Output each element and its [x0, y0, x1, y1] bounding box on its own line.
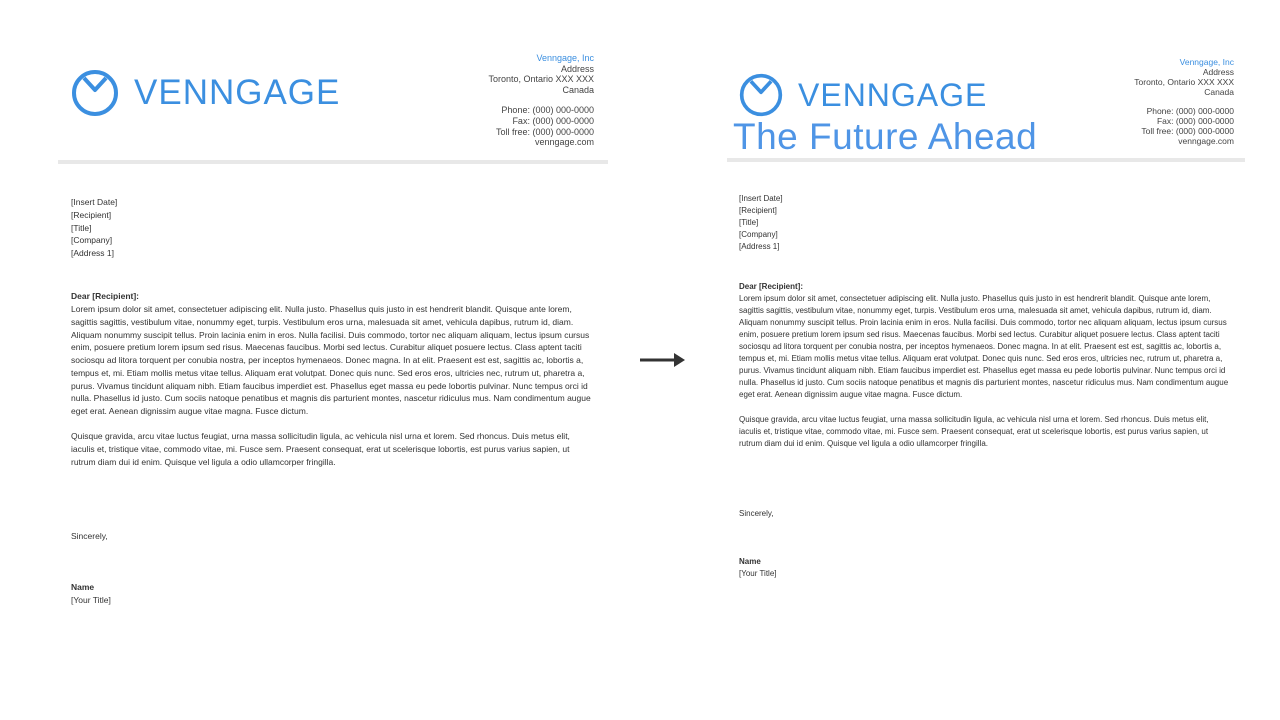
company-address: Address — [560, 63, 594, 74]
signature-block — [739, 556, 777, 580]
company-fax: Fax: (000) 000-0000 — [1156, 116, 1234, 127]
recipient-company: [Company] — [739, 230, 778, 239]
body-paragraph-1: Lorem ipsum dolor sit amet, consectetuer adipiscing elit. Nulla justo. Phasellus quis justo in est hendrerit blandit. Quisque ante lorem, sagittis sagittis, vestibulum vitae, nonummy eget, turpis. Vestibulum eros urna, malesuada sit amet, vehicula dapibus, rutrum id, diam. Aliquam nonummy suscipit tellus. Proin lacinia enim in eros. Nulla facilisi. Duis commodo, tortor nec aliquam aliquam, lectus ipsum cursus enim, posuere pretium lorem ipsum sed risus. Maecenas faucibus. Morbi sed lectus. Curabitur aliquet posuere lectus. Class aptent taciti sociosqu ad litora torquent per conubia nostra, per inceptos hymenaeos. Donec magna. In at elit. Praesent est est, sagittis ac, lobortis a, tempus et, mi. Etiam mollis metus vitae tellus. Aliquam erat volutpat. Donec quis nunc. Sed eros eros, ultricies nec, rutrum ut, pharetra a, purus. Vivamus tincidunt aliquam nibh. Etiam faucibus imperdiet est. Phasellus eget massa eu pede lobortis pulvinar. Nunc tempus orci id nulla. Phasellus id justo. Cum sociis natoque penatibus et magnis dis parturient montes, nascetur ridiculus mus. Nam condimentum augue eget erat. Aenean dignissim augue vitae magna. Fusce dictum. — [71, 304, 591, 416]
company-tollfree: Toll free: (000) 000-0000 — [1141, 126, 1234, 137]
closing: Sincerely, — [739, 509, 774, 518]
company-fax: Fax: (000) 000-0000 — [512, 116, 594, 127]
body-paragraph-1: Lorem ipsum dolor sit amet, consectetuer adipiscing elit. Nulla justo. Phasellus quis justo in est hendrerit blandit. Quisque ante lorem, sagittis sagittis, vestibulum vitae, nonummy eget, turpis. Vestibulum eros urna, malesuada sit amet, vehicula dapibus, rutrum id, diam. Aliquam nonummy suscipit tellus. Proin lacinia enim in eros. Nulla facilisi. Duis commodo, tortor nec aliquam aliquam, lectus ipsum cursus enim, posuere pretium lorem ipsum sed risus. Maecenas faucibus. Morbi sed lectus. Curabitur aliquet posuere lectus. Class aptent taciti sociosqu ad litora torquent per conubia nostra, per inceptos hymenaeos. Donec magna. In at elit. Praesent est est, sagittis ac, lobortis a, tempus et, mi. Etiam mollis metus vitae tellus. Aliquam erat volutpat. Donec quis nunc. Sed eros eros, ultricies nec, rutrum ut, pharetra a, purus. Vivamus tincidunt aliquam nibh. Etiam faucibus imperdiet est. Phasellus eget massa eu pede lobortis pulvinar. Nunc tempus orci id nulla. Phasellus id justo. Cum sociis natoque penatibus et magnis dis parturient montes, nascetur ridiculus mus. Nam condimentum augue eget erat. Aenean dignissim augue vitae magna. Fusce dictum. — [739, 294, 1229, 399]
recipient-company: [Company] — [71, 235, 113, 246]
recipient-block — [71, 196, 117, 260]
closing: Sincerely, — [71, 531, 108, 541]
body-paragraph-2: Quisque gravida, arcu vitae luctus feugiat, urna massa sollicitudin ligula, ac vehicula nisl urna et lorem. Sed rhoncus. Duis metus elit, iaculis et, tristique vitae, commodo vitae, mi. Fusce sem. Praesent consequat, erat ut scelerisque lobortis, est purus varius sapien, ut rutrum diam dui id enim. Quisque vel ligula a odio ullamcorper fringilla. — [739, 415, 1209, 448]
recipient-title: [Title] — [739, 218, 759, 227]
overlay-title: The Future Ahead — [733, 116, 1038, 157]
recipient: [Recipient] — [739, 206, 777, 215]
company-web: venngage.com — [534, 137, 594, 148]
salutation: Dear [Recipient]: — [71, 291, 140, 301]
company-info — [488, 53, 594, 148]
recipient: [Recipient] — [71, 209, 112, 220]
company-web: venngage.com — [1178, 136, 1234, 147]
logo-text: VENNGAGE — [798, 76, 988, 113]
company-info — [1134, 57, 1234, 146]
arrow-right-icon — [640, 352, 686, 368]
logo-text: VENNGAGE — [134, 73, 341, 112]
company-city: Toronto, Ontario XXX XXX — [1134, 77, 1234, 88]
company-name: Venngage, Inc — [1179, 57, 1234, 67]
recipient-address: [Address 1] — [71, 248, 114, 258]
salutation: Dear [Recipient]: — [739, 282, 804, 291]
insert-date: [Insert Date] — [739, 194, 783, 203]
recipient-block — [739, 193, 783, 253]
company-phone: Phone: (000) 000-0000 — [501, 105, 594, 116]
company-country: Canada — [562, 84, 594, 95]
logo — [70, 68, 340, 118]
signature-title: [Your Title] — [739, 569, 777, 578]
company-address: Address — [1202, 67, 1234, 78]
insert-date: [Insert Date] — [71, 197, 118, 207]
venngage-logo-icon — [738, 72, 784, 118]
header-divider — [727, 158, 1245, 162]
signature-name: Name — [739, 557, 761, 566]
company-phone: Phone: (000) 000-0000 — [1146, 106, 1234, 117]
recipient-address: [Address 1] — [739, 242, 780, 251]
venngage-logo-icon — [70, 68, 120, 118]
company-tollfree: Toll free: (000) 000-0000 — [495, 126, 594, 137]
logo — [738, 72, 987, 118]
body-paragraph-2: Quisque gravida, arcu vitae luctus feugiat, urna massa sollicitudin ligula, ac vehicula nisl urna et lorem. Sed rhoncus. Duis metus elit, iaculis et, tristique vitae, commodo vitae, mi. Fusce sem. Praesent consequat, erat ut scelerisque lobortis, est purus varius sapien, ut rutrum diam dui id enim. Quisque vel ligula a odio ullamcorper fringilla. — [71, 431, 570, 467]
signature-title: [Your Title] — [71, 594, 111, 605]
signature-name: Name — [71, 582, 95, 592]
company-city: Toronto, Ontario XXX XXX — [488, 74, 594, 85]
recipient-title: [Title] — [71, 222, 92, 233]
company-country: Canada — [1204, 87, 1234, 98]
signature-block — [71, 581, 111, 607]
header-divider — [58, 160, 608, 164]
company-name: Venngage, Inc — [536, 53, 594, 63]
